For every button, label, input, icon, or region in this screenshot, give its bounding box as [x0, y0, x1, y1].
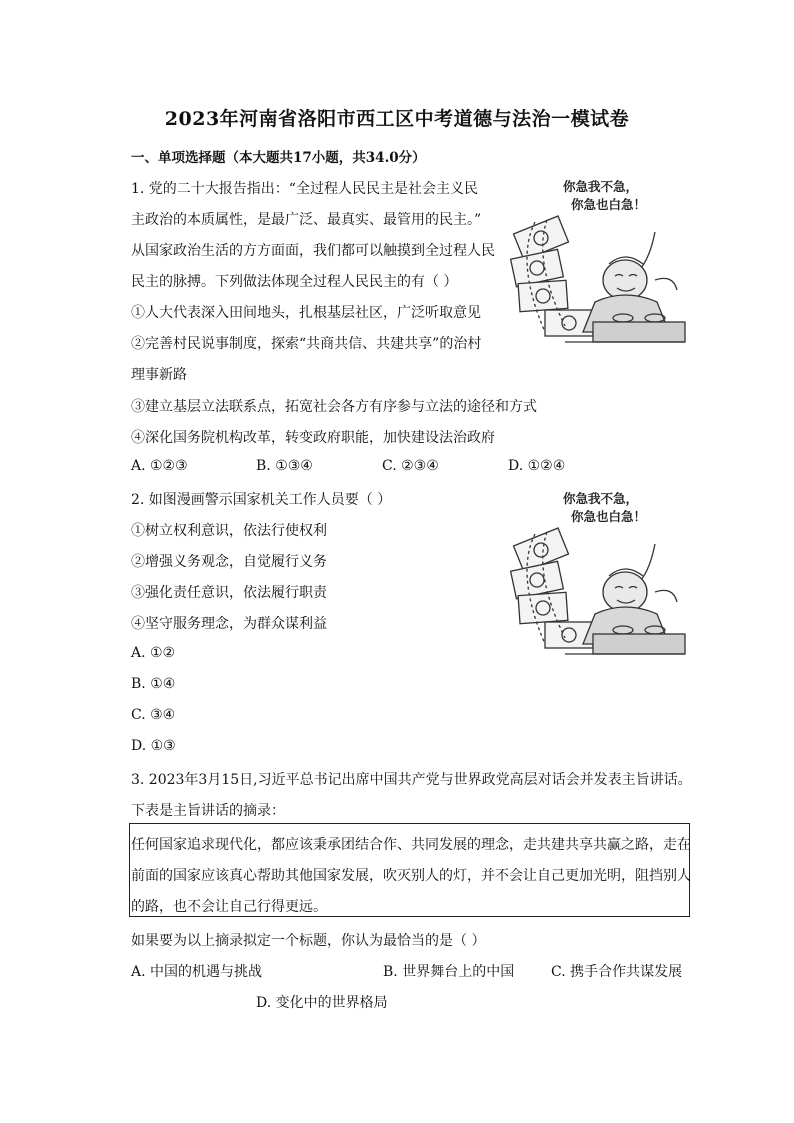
q3-option-c: C. 携手合作共谋发展: [551, 964, 683, 980]
q1-option-b: B. ①③④: [256, 458, 313, 474]
q3-line: 3. 2023年3月15日,习近平总书记出席中国共产党与世界政党高层对话会并发表主旨讲话。: [131, 772, 692, 788]
cartoon-image: [505, 172, 695, 354]
q3-option-d: D. 变化中的世界格局: [256, 995, 388, 1011]
q2-line: ③强化责任意识，依法履行职责: [131, 585, 327, 601]
cartoon-caption-line: 你急也白急！: [571, 197, 647, 213]
q1-line: ②完善村民说事制度，探索“共商共信、共建共享”的治村: [131, 336, 482, 352]
quote-line: 任何国家追求现代化，都应该秉承团结合作、共同发展的理念，走共建共享共赢之路，走在: [131, 837, 691, 853]
q1-option-d: D. ①②④: [508, 458, 566, 474]
cartoon-caption-line: 你急也白急！: [571, 509, 647, 525]
cartoon-caption-line: 你急我不急，: [563, 491, 639, 506]
cartoon-caption: [563, 178, 646, 214]
q3-option-b: B. 世界舞台上的中国: [383, 964, 515, 980]
q2-option-a: A. ①②: [131, 645, 176, 661]
q2-option-d: D. ①③: [131, 738, 176, 754]
quote-line: 的路，也不会让自己行得更远。: [131, 899, 327, 915]
cartoon-caption: [563, 490, 646, 526]
q1-line: ①人大代表深入田间地头，扎根基层社区，广泛听取意见: [131, 305, 481, 321]
q3-line: 下表是主旨讲话的摘录：: [131, 803, 285, 819]
q2-option-c: C. ③④: [131, 707, 176, 723]
q2-option-b: B. ①④: [131, 676, 176, 692]
section-heading: 一、单项选择题（本大题共17小题，共34.0分）: [131, 150, 426, 166]
q1-line: 1. 党的二十大报告指出：“全过程人民民主是社会主义民: [131, 181, 478, 197]
cartoon-image: [505, 484, 695, 666]
q2-line: ②增强义务观念，自觉履行义务: [131, 554, 327, 570]
q1-line: ④深化国务院机构改革，转变政府职能，加快建设法治政府: [131, 430, 495, 446]
quote-line: 前面的国家应该真心帮助其他国家发展，吹灭别人的灯，并不会让自己更加光明，阻挡别人: [131, 868, 691, 884]
q2-line: 2. 如图漫画警示国家机关工作人员要（ ）: [131, 492, 392, 508]
q2-line: ④坚守服务理念，为群众谋利益: [131, 616, 327, 632]
q1-line: 理事新路: [131, 367, 187, 383]
q3-option-a: A. 中国的机遇与挑战: [131, 964, 263, 980]
q1-line: ③建立基层立法联系点，拓宽社会各方有序参与立法的途径和方式: [131, 399, 537, 415]
q1-line: 民主的脉搏。下列做法体现全过程人民民主的有（ ）: [131, 274, 458, 290]
page-title: 2023年河南省洛阳市西工区中考道德与法治一模试卷: [164, 108, 630, 130]
q1-option-c: C. ②③④: [382, 458, 439, 474]
q3-prompt: 如果要为以上摘录拟定一个标题，你认为最恰当的是（ ）: [131, 933, 486, 949]
q1-option-a: A. ①②③: [131, 458, 188, 474]
q1-line: 主政治的本质属性，是最广泛、最真实、最管用的民主。”: [131, 212, 482, 228]
q2-line: ①树立权利意识，依法行使权利: [131, 523, 327, 539]
cartoon-caption-line: 你急我不急，: [563, 179, 639, 194]
q1-line: 从国家政治生活的方方面面，我们都可以触摸到全过程人民: [131, 243, 495, 259]
